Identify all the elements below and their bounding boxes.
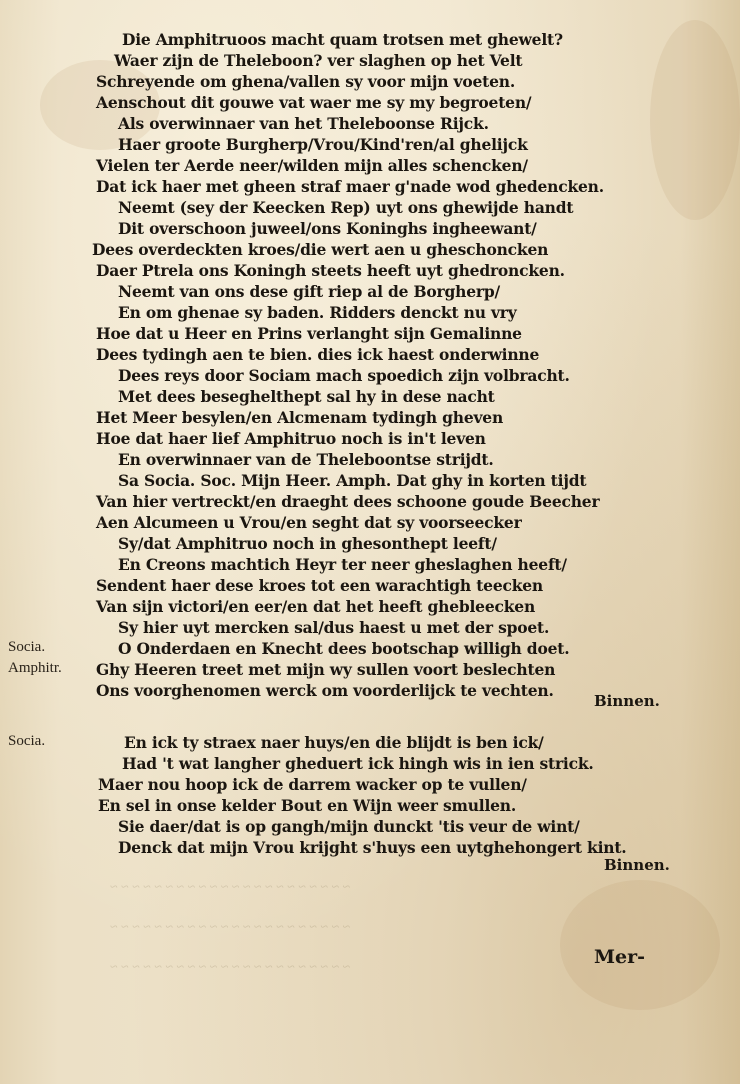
show-through: ~ ~ ~ ~ ~ ~ ~ ~ ~ ~ ~ ~ ~ ~ ~ ~ ~ ~ ~ ~ ~ ~ <box>110 920 351 935</box>
verse-line: Hoe dat u Heer en Prins verlanght sijn Gemalinne <box>96 324 522 343</box>
verse-line: Van hier vertreckt/en draeght dees schoone goude Beecher <box>96 492 600 511</box>
verse-line: En sel in onse kelder Bout en Wijn weer smullen. <box>98 796 517 815</box>
verse-line: Als overwinnaer van het Theleboonse Rijck. <box>118 114 489 133</box>
verse-line: Van sijn victori/en eer/en dat het heeft ghebleecken <box>96 597 536 616</box>
speaker-label: Amphitr. <box>8 660 62 676</box>
verse-line: Hoe dat haer lief Amphitruo noch is in't leven <box>96 429 486 448</box>
verse-line: Vielen ter Aerde neer/wilden mijn alles schencken/ <box>96 156 528 175</box>
verse-line: Maer nou hoop ick de darrem wacker op te vullen/ <box>98 775 527 794</box>
catchword: Mer- <box>594 946 646 968</box>
verse-line: Haer groote Burgherp/Vrou/Kind'ren/al ghelijck <box>118 135 528 154</box>
verse-line: O Onderdaen en Knecht dees bootschap willigh doet. <box>118 639 570 658</box>
verse-line: Neemt van ons dese gift riep al de Borgherp/ <box>118 282 500 301</box>
verse-line: En overwinnaer van de Theleboontse strijdt. <box>118 450 494 469</box>
verse-line: Aen Alcumeen u Vrou/en seght dat sy voorseecker <box>96 513 522 532</box>
verse-line: Sy/dat Amphitruo noch in ghesonthept leeft/ <box>118 534 497 553</box>
verse-line: Dat ick haer met gheen straf maer g'nade wod ghedencken. <box>96 177 604 196</box>
verse-line: Waer zijn de Theleboon? ver slaghen op het Velt <box>114 51 523 70</box>
paper-stain <box>650 20 740 220</box>
show-through: ~ ~ ~ ~ ~ ~ ~ ~ ~ ~ ~ ~ ~ ~ ~ ~ ~ ~ ~ ~ ~ ~ <box>110 880 351 895</box>
show-through: ~ ~ ~ ~ ~ ~ ~ ~ ~ ~ ~ ~ ~ ~ ~ ~ ~ ~ ~ ~ ~ ~ <box>110 960 351 975</box>
verse-line: Die Amphitruoos macht quam trotsen met ghewelt? <box>122 30 563 49</box>
speaker-label: Socia. <box>8 733 46 749</box>
verse-line: Dees overdeckten kroes/die wert aen u gheschoncken <box>92 240 549 259</box>
verse-line: Het Meer besylen/en Alcmenam tydingh gheven <box>96 408 504 427</box>
verse-line: Met dees beseghelthept sal hy in dese nacht <box>118 387 495 406</box>
verse-line: Denck dat mijn Vrou krijght s'huys een uytghehongert kint. <box>118 838 627 857</box>
verse-line: Had 't wat langher gheduert ick hingh wis in ien strick. <box>122 754 594 773</box>
verse-line: Dees reys door Sociam mach spoedich zijn volbracht. <box>118 366 570 385</box>
verse-line: Daer Ptrela ons Koningh steets heeft uyt ghedroncken. <box>96 261 565 280</box>
verse-line: Dees tydingh aen te bien. dies ick haest onderwinne <box>96 345 540 364</box>
verse-line: Aenschout dit gouwe vat waer me sy my begroeten/ <box>96 93 532 112</box>
verse-line: Sie daer/dat is op gangh/mijn dunckt 'tis veur de wint/ <box>118 817 580 836</box>
stage-direction: Binnen. <box>594 692 660 710</box>
paper-stain <box>560 880 720 1010</box>
verse-line: Schreyende om ghena/vallen sy voor mijn voeten. <box>96 72 516 91</box>
verse-line: Ons voorghenomen werck om voorderlijck te vechten. <box>96 681 554 700</box>
speaker-label: Socia. <box>8 639 46 655</box>
verse-line: Ghy Heeren treet met mijn wy sullen voort beslechten <box>96 660 556 679</box>
verse-line: En ick ty straex naer huys/en die blijdt is ben ick/ <box>124 733 544 752</box>
verse-line: Sy hier uyt mercken sal/dus haest u met der spoet. <box>118 618 550 637</box>
verse-line: Dit overschoon juweel/ons Koninghs ingheewant/ <box>118 219 537 238</box>
verse-line: Sa Socia. Soc. Mijn Heer. Amph. Dat ghy in korten tijdt <box>118 471 587 490</box>
verse-line: Neemt (sey der Keecken Rep) uyt ons ghewijde handt <box>118 198 574 217</box>
stage-direction: Binnen. <box>604 856 670 874</box>
verse-line: Sendent haer dese kroes tot een warachtigh teecken <box>96 576 543 595</box>
verse-line: En Creons machtich Heyr ter neer gheslaghen heeft/ <box>118 555 567 574</box>
verse-line: En om ghenae sy baden. Ridders denckt nu vry <box>118 303 517 322</box>
